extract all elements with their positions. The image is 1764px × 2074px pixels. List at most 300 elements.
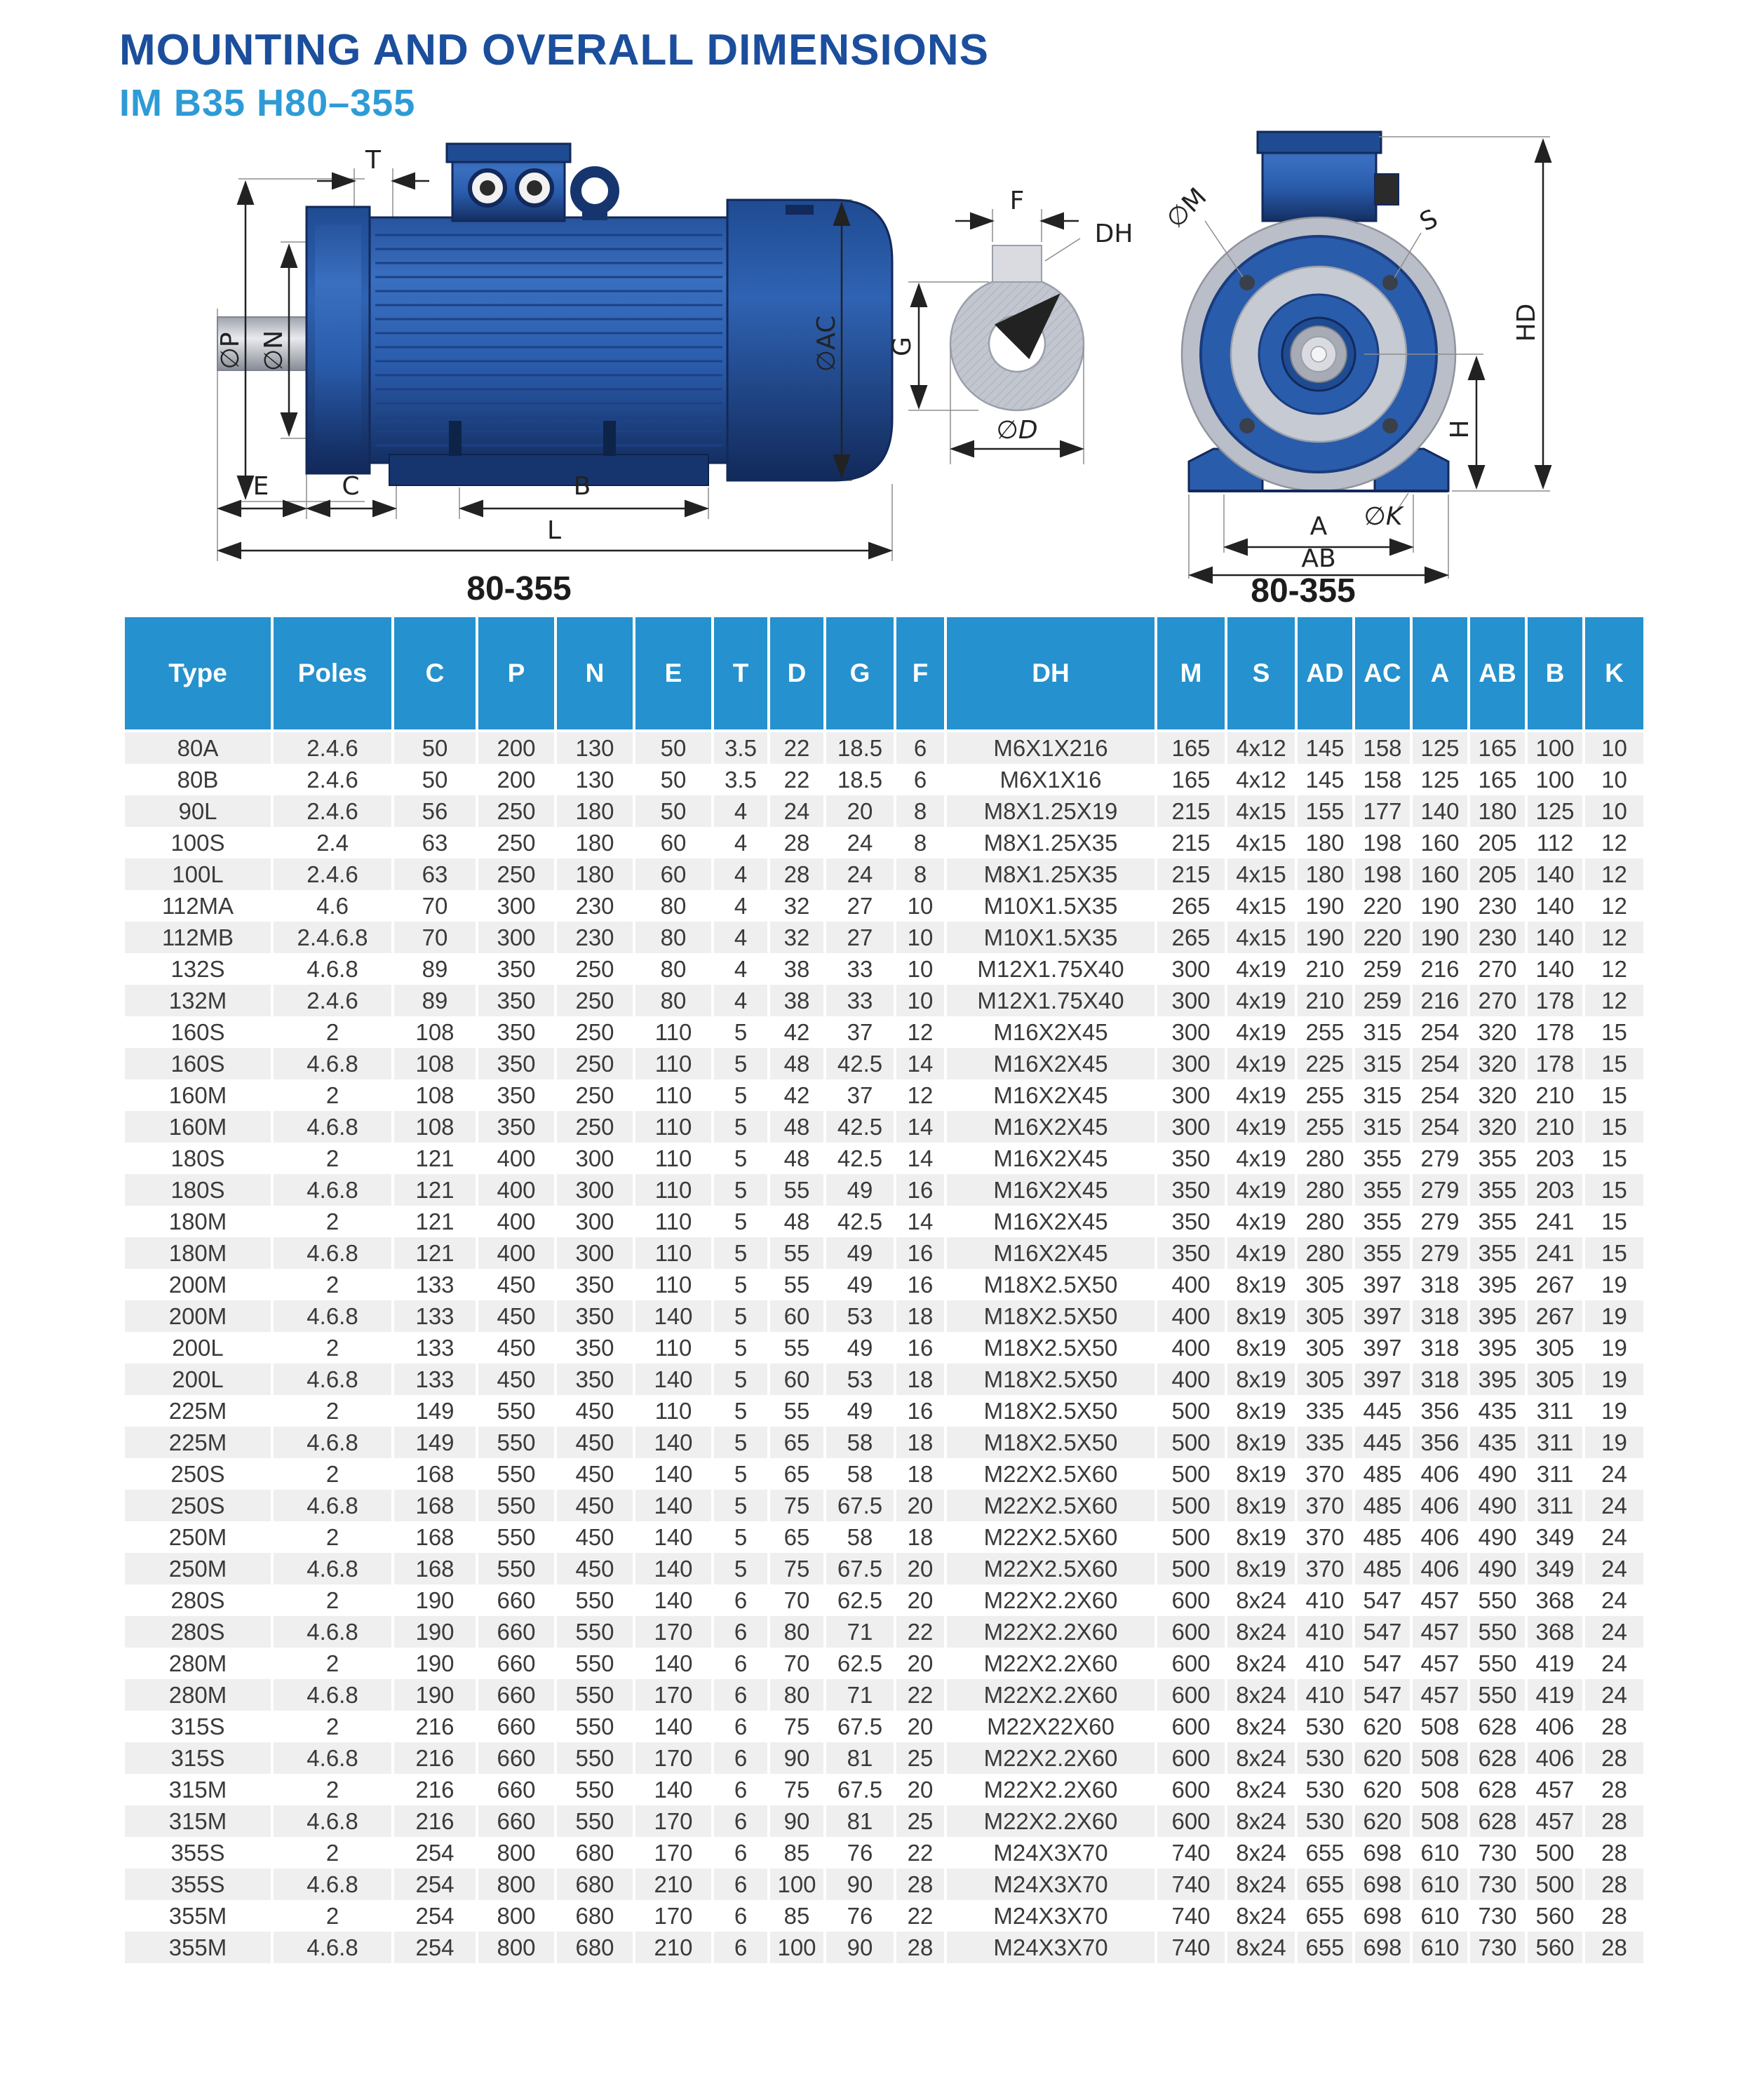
table-cell: 198 <box>1354 858 1411 890</box>
table-cell: 5 <box>713 1395 769 1427</box>
table-cell: 90 <box>825 1868 895 1900</box>
table-cell: 67.5 <box>825 1711 895 1742</box>
table-cell: M18X2.5X50 <box>945 1395 1156 1427</box>
table-cell: 740 <box>1156 1837 1226 1868</box>
table-row <box>125 827 1643 858</box>
table-cell: 67.5 <box>825 1553 895 1584</box>
table-cell: 8x19 <box>1226 1490 1296 1521</box>
column-header: M <box>1156 617 1226 731</box>
table-cell: 254 <box>393 1900 477 1932</box>
table-cell: 350 <box>477 1016 556 1048</box>
table-cell: 14 <box>895 1143 945 1174</box>
table-cell: 280 <box>1296 1237 1354 1269</box>
table-cell: 350 <box>556 1332 634 1363</box>
table-cell: 216 <box>1411 953 1469 985</box>
table-cell: 205 <box>1469 827 1526 858</box>
table-cell: 400 <box>1156 1269 1226 1300</box>
table-cell: 8 <box>895 858 945 890</box>
table-cell: M22X2.2X60 <box>945 1679 1156 1711</box>
table-cell: 198 <box>1354 827 1411 858</box>
table-cell: 660 <box>477 1648 556 1679</box>
table-cell: 4.6.8 <box>272 1111 393 1143</box>
table-cell: 620 <box>1354 1711 1411 1742</box>
table-cell: 19 <box>1584 1395 1643 1427</box>
table-cell: 10 <box>895 890 945 922</box>
table-cell: 8x24 <box>1226 1932 1296 1963</box>
table-cell: 550 <box>477 1458 556 1490</box>
dim-label-h: H <box>1446 419 1474 439</box>
table-cell: 395 <box>1469 1269 1526 1300</box>
table-cell: 406 <box>1411 1490 1469 1521</box>
table-cell: M18X2.5X50 <box>945 1427 1156 1458</box>
table-cell: 660 <box>477 1711 556 1742</box>
table-cell: 280M <box>125 1679 272 1711</box>
table-row <box>125 1111 1643 1143</box>
table-cell: M16X2X45 <box>945 1237 1156 1269</box>
table-header-row <box>125 617 1643 731</box>
table-cell: 370 <box>1296 1553 1354 1584</box>
table-cell: 10 <box>895 953 945 985</box>
table-cell: 490 <box>1469 1490 1526 1521</box>
table-cell: 85 <box>769 1900 825 1932</box>
table-cell: M22X2.2X60 <box>945 1805 1156 1837</box>
column-header: K <box>1584 617 1643 731</box>
dim-label-hd: HD <box>1512 303 1541 342</box>
table-cell: 305 <box>1296 1300 1354 1332</box>
table-cell: 259 <box>1354 985 1411 1016</box>
table-cell: 485 <box>1354 1490 1411 1521</box>
table-cell: 180 <box>1469 795 1526 827</box>
table-cell: 230 <box>1469 890 1526 922</box>
table-cell: 305 <box>1296 1269 1354 1300</box>
table-cell: 28 <box>1584 1774 1643 1805</box>
table-cell: 311 <box>1526 1395 1584 1427</box>
table-cell: 410 <box>1296 1584 1354 1616</box>
table-cell: 800 <box>477 1932 556 1963</box>
table-cell: 4x19 <box>1226 1111 1296 1143</box>
table-cell: 22 <box>895 1679 945 1711</box>
table-cell: 48 <box>769 1206 825 1237</box>
table-cell: 610 <box>1411 1868 1469 1900</box>
table-cell: 190 <box>1296 890 1354 922</box>
table-cell: 560 <box>1526 1900 1584 1932</box>
table-cell: 6 <box>713 1900 769 1932</box>
table-cell: 600 <box>1156 1742 1226 1774</box>
table-cell: 220 <box>1354 922 1411 953</box>
table-cell: 24 <box>1584 1458 1643 1490</box>
table-cell: 350 <box>477 953 556 985</box>
table-cell: 140 <box>634 1774 713 1805</box>
table-row <box>125 1648 1643 1679</box>
table-cell: 132M <box>125 985 272 1016</box>
table-cell: 125 <box>1411 764 1469 795</box>
table-cell: 180 <box>1296 858 1354 890</box>
table-cell: 178 <box>1526 1048 1584 1079</box>
table-cell: 530 <box>1296 1774 1354 1805</box>
table-cell: 65 <box>769 1458 825 1490</box>
table-cell: 255 <box>1296 1079 1354 1111</box>
table-cell: 160 <box>1411 827 1469 858</box>
table-row <box>125 1521 1643 1553</box>
table-cell: 350 <box>477 985 556 1016</box>
table-cell: 406 <box>1526 1742 1584 1774</box>
column-header: P <box>477 617 556 731</box>
table-cell: 550 <box>477 1490 556 1521</box>
table-cell: 42.5 <box>825 1111 895 1143</box>
table-cell: 680 <box>556 1932 634 1963</box>
table-cell: 315 <box>1354 1016 1411 1048</box>
motor-feet <box>389 454 708 485</box>
table-cell: 14 <box>895 1206 945 1237</box>
table-cell: 110 <box>634 1395 713 1427</box>
table-cell: M22X2.5X60 <box>945 1490 1156 1521</box>
table-cell: 63 <box>393 858 477 890</box>
table-cell: 250 <box>556 1111 634 1143</box>
table-cell: 140 <box>1526 890 1584 922</box>
table-cell: 24 <box>825 827 895 858</box>
table-cell: 435 <box>1469 1395 1526 1427</box>
table-cell: 435 <box>1469 1427 1526 1458</box>
table-cell: 300 <box>477 922 556 953</box>
table-cell: 28 <box>1584 1868 1643 1900</box>
table-cell: 16 <box>895 1395 945 1427</box>
table-cell: 400 <box>1156 1300 1226 1332</box>
table-cell: 660 <box>477 1679 556 1711</box>
table-cell: 80 <box>769 1616 825 1648</box>
table-cell: 600 <box>1156 1679 1226 1711</box>
table-cell: 311 <box>1526 1458 1584 1490</box>
table-cell: 349 <box>1526 1553 1584 1584</box>
table-cell: 149 <box>393 1395 477 1427</box>
table-cell: 450 <box>556 1553 634 1584</box>
table-cell: 550 <box>556 1648 634 1679</box>
table-cell: 42 <box>769 1079 825 1111</box>
table-cell: 210 <box>634 1868 713 1900</box>
table-cell: 400 <box>477 1143 556 1174</box>
table-cell: 550 <box>1469 1584 1526 1616</box>
table-cell: 250 <box>477 827 556 858</box>
table-cell: M18X2.5X50 <box>945 1300 1156 1332</box>
table-cell: 6 <box>713 1711 769 1742</box>
table-cell: 450 <box>477 1269 556 1300</box>
table-cell: 15 <box>1584 1016 1643 1048</box>
table-cell: 180M <box>125 1206 272 1237</box>
table-cell: 5 <box>713 1111 769 1143</box>
table-cell: 350 <box>1156 1206 1226 1237</box>
shaft-section-drawing <box>888 187 1133 464</box>
table-cell: 8x19 <box>1226 1300 1296 1332</box>
table-cell: 2 <box>272 1711 393 1742</box>
table-cell: 25 <box>895 1805 945 1837</box>
table-cell: 215 <box>1156 795 1226 827</box>
table-cell: 250 <box>556 953 634 985</box>
table-cell: 2 <box>272 1079 393 1111</box>
table-cell: 305 <box>1296 1332 1354 1363</box>
table-cell: 10 <box>1584 731 1643 764</box>
table-cell: 28 <box>1584 1900 1643 1932</box>
table-row <box>125 1490 1643 1521</box>
table-cell: 4x19 <box>1226 1143 1296 1174</box>
table-cell: 180S <box>125 1143 272 1174</box>
table-cell: 355M <box>125 1932 272 1963</box>
table-cell: 18 <box>895 1458 945 1490</box>
table-cell: 18.5 <box>825 731 895 764</box>
table-cell: 71 <box>825 1679 895 1711</box>
table-cell: 267 <box>1526 1269 1584 1300</box>
front-view-caption: 80-355 <box>1251 572 1356 610</box>
table-cell: M8X1.25X35 <box>945 858 1156 890</box>
table-cell: 8x24 <box>1226 1648 1296 1679</box>
table-cell: 90 <box>825 1932 895 1963</box>
table-cell: M12X1.75X40 <box>945 985 1156 1016</box>
table-cell: 740 <box>1156 1932 1226 1963</box>
table-cell: 6 <box>713 1742 769 1774</box>
table-cell: 108 <box>393 1111 477 1143</box>
table-cell: 547 <box>1354 1679 1411 1711</box>
table-cell: 200M <box>125 1269 272 1300</box>
table-cell: 508 <box>1411 1711 1469 1742</box>
table-cell: 130 <box>556 764 634 795</box>
table-cell: 170 <box>634 1805 713 1837</box>
table-cell: 178 <box>1526 1016 1584 1048</box>
table-cell: 279 <box>1411 1237 1469 1269</box>
table-cell: 2 <box>272 1458 393 1490</box>
table-cell: M12X1.75X40 <box>945 953 1156 985</box>
gland-front <box>1375 174 1399 205</box>
table-row <box>125 1837 1643 1868</box>
side-view-caption: 80-355 <box>466 570 572 607</box>
table-cell: 8x24 <box>1226 1805 1296 1837</box>
table-cell: 2.4.6 <box>272 731 393 764</box>
table-cell: 133 <box>393 1332 477 1363</box>
table-cell: 410 <box>1296 1616 1354 1648</box>
table-cell: 89 <box>393 985 477 1016</box>
table-cell: 110 <box>634 1048 713 1079</box>
table-cell: 450 <box>477 1300 556 1332</box>
table-cell: 210 <box>1526 1079 1584 1111</box>
table-cell: 8x24 <box>1226 1774 1296 1805</box>
table-cell: 5 <box>713 1490 769 1521</box>
table-cell: 4.6.8 <box>272 1805 393 1837</box>
table-cell: 2.4.6.8 <box>272 922 393 953</box>
table-cell: 5 <box>713 1521 769 1553</box>
table-cell: 4x15 <box>1226 858 1296 890</box>
table-cell: 350 <box>477 1048 556 1079</box>
table-cell: 4.6.8 <box>272 1616 393 1648</box>
table-cell: 350 <box>1156 1143 1226 1174</box>
table-cell: 6 <box>713 1805 769 1837</box>
table-cell: 550 <box>556 1584 634 1616</box>
table-cell: 267 <box>1526 1300 1584 1332</box>
table-row <box>125 1427 1643 1458</box>
table-cell: 315M <box>125 1805 272 1837</box>
table-cell: 450 <box>556 1427 634 1458</box>
table-cell: 20 <box>895 1711 945 1742</box>
table-cell: 610 <box>1411 1900 1469 1932</box>
table-cell: M8X1.25X19 <box>945 795 1156 827</box>
dim-label-c: C <box>342 472 360 501</box>
table-cell: 550 <box>556 1711 634 1742</box>
table-cell: 410 <box>1296 1648 1354 1679</box>
table-cell: 406 <box>1411 1458 1469 1490</box>
table-cell: 60 <box>769 1300 825 1332</box>
table-cell: 4x19 <box>1226 1079 1296 1111</box>
table-cell: 4.6.8 <box>272 1868 393 1900</box>
table-cell: 730 <box>1469 1932 1526 1963</box>
table-cell: 655 <box>1296 1932 1354 1963</box>
table-cell: 8x24 <box>1226 1868 1296 1900</box>
table-cell: 81 <box>825 1805 895 1837</box>
table-cell: 698 <box>1354 1837 1411 1868</box>
table-cell: M22X2.2X60 <box>945 1742 1156 1774</box>
table-cell: 19 <box>1584 1300 1643 1332</box>
table-row <box>125 1458 1643 1490</box>
table-cell: 320 <box>1469 1079 1526 1111</box>
table-cell: 70 <box>769 1648 825 1679</box>
table-cell: 225M <box>125 1395 272 1427</box>
table-cell: 27 <box>825 922 895 953</box>
table-cell: M22X2.2X60 <box>945 1616 1156 1648</box>
table-cell: 121 <box>393 1237 477 1269</box>
table-cell: 177 <box>1354 795 1411 827</box>
table-cell: 6 <box>895 731 945 764</box>
table-cell: 20 <box>895 1584 945 1616</box>
table-cell: M24X3X70 <box>945 1932 1156 1963</box>
table-cell: 220 <box>1354 890 1411 922</box>
table-cell: 42.5 <box>825 1206 895 1237</box>
table-cell: 547 <box>1354 1616 1411 1648</box>
table-cell: 450 <box>556 1458 634 1490</box>
table-cell: 15 <box>1584 1048 1643 1079</box>
column-header: AD <box>1296 617 1354 731</box>
table-cell: 530 <box>1296 1742 1354 1774</box>
table-cell: 698 <box>1354 1868 1411 1900</box>
table-cell: 24 <box>1584 1679 1643 1711</box>
table-cell: 698 <box>1354 1900 1411 1932</box>
table-cell: 660 <box>477 1584 556 1616</box>
table-cell: 160 <box>1411 858 1469 890</box>
table-cell: 485 <box>1354 1521 1411 1553</box>
table-cell: 180 <box>556 858 634 890</box>
table-row <box>125 1332 1643 1363</box>
table-cell: 660 <box>477 1616 556 1648</box>
table-cell: 250 <box>556 1048 634 1079</box>
table-cell: 400 <box>1156 1363 1226 1395</box>
table-row <box>125 1553 1643 1584</box>
table-cell: 320 <box>1469 1016 1526 1048</box>
table-cell: 12 <box>1584 858 1643 890</box>
table-cell: 550 <box>477 1521 556 1553</box>
table-cell: 655 <box>1296 1900 1354 1932</box>
table-cell: 50 <box>634 731 713 764</box>
lifting-eye <box>576 172 614 210</box>
table-cell: 28 <box>769 827 825 858</box>
table-row <box>125 795 1643 827</box>
dim-label-e: E <box>253 472 269 501</box>
table-cell: 10 <box>1584 764 1643 795</box>
table-cell: 75 <box>769 1711 825 1742</box>
table-cell: 350 <box>1156 1237 1226 1269</box>
table-cell: 133 <box>393 1269 477 1300</box>
table-cell: 67.5 <box>825 1774 895 1805</box>
table-cell: 125 <box>1526 795 1584 827</box>
table-cell: 5 <box>713 1427 769 1458</box>
table-cell: 48 <box>769 1143 825 1174</box>
table-cell: 50 <box>634 764 713 795</box>
table-cell: 4 <box>713 795 769 827</box>
table-cell: 140 <box>634 1458 713 1490</box>
table-cell: 100 <box>1526 731 1584 764</box>
table-cell: 5 <box>713 1237 769 1269</box>
table-cell: 279 <box>1411 1206 1469 1237</box>
flange-hole <box>1382 418 1398 433</box>
table-cell: 4.6.8 <box>272 1363 393 1395</box>
table-cell: 315 <box>1354 1111 1411 1143</box>
table-cell: 55 <box>769 1332 825 1363</box>
table-cell: 140 <box>634 1521 713 1553</box>
column-header: S <box>1226 617 1296 731</box>
table-cell: 600 <box>1156 1774 1226 1805</box>
table-cell: 4x15 <box>1226 922 1296 953</box>
table-cell: 550 <box>477 1553 556 1584</box>
table-cell: 547 <box>1354 1584 1411 1616</box>
table-cell: 205 <box>1469 858 1526 890</box>
table-cell: 225 <box>1296 1048 1354 1079</box>
dim-label-a: A <box>1309 512 1328 541</box>
table-cell: 49 <box>825 1269 895 1300</box>
dim-label-m: ∅M <box>1161 182 1213 234</box>
table-cell: 315M <box>125 1774 272 1805</box>
table-row <box>125 922 1643 953</box>
table-cell: 100 <box>769 1868 825 1900</box>
table-cell: 140 <box>634 1363 713 1395</box>
table-cell: 130 <box>556 731 634 764</box>
table-cell: 155 <box>1296 795 1354 827</box>
table-cell: 2.4.6 <box>272 764 393 795</box>
table-cell: 28 <box>1584 1711 1643 1742</box>
table-cell: M22X22X60 <box>945 1711 1156 1742</box>
table-cell: 19 <box>1584 1332 1643 1363</box>
table-cell: 800 <box>477 1900 556 1932</box>
table-cell: 5 <box>713 1206 769 1237</box>
table-cell: 22 <box>895 1837 945 1868</box>
dim-label-b: B <box>573 472 591 501</box>
table-cell: 5 <box>713 1079 769 1111</box>
table-cell: 395 <box>1469 1332 1526 1363</box>
table-cell: 18.5 <box>825 764 895 795</box>
dimensions-table <box>125 617 1643 1963</box>
table-cell: 254 <box>393 1868 477 1900</box>
table-cell: 300 <box>1156 953 1226 985</box>
table-cell: 660 <box>477 1742 556 1774</box>
table-cell: 170 <box>634 1679 713 1711</box>
table-cell: 100 <box>1526 764 1584 795</box>
dim-label-ac: ∅AC <box>812 315 841 372</box>
table-cell: 55 <box>769 1269 825 1300</box>
table-cell: 28 <box>1584 1837 1643 1868</box>
table-cell: 15 <box>1584 1111 1643 1143</box>
table-cell: 490 <box>1469 1553 1526 1584</box>
table-row <box>125 858 1643 890</box>
table-cell: 680 <box>556 1900 634 1932</box>
table-cell: 6 <box>895 764 945 795</box>
dim-label-s: S <box>1415 204 1443 237</box>
table-cell: 48 <box>769 1048 825 1079</box>
table-cell: 660 <box>477 1805 556 1837</box>
page-title: MOUNTING AND OVERALL DIMENSIONS <box>119 26 990 74</box>
table-cell: 80 <box>769 1679 825 1711</box>
table-cell: 12 <box>1584 827 1643 858</box>
